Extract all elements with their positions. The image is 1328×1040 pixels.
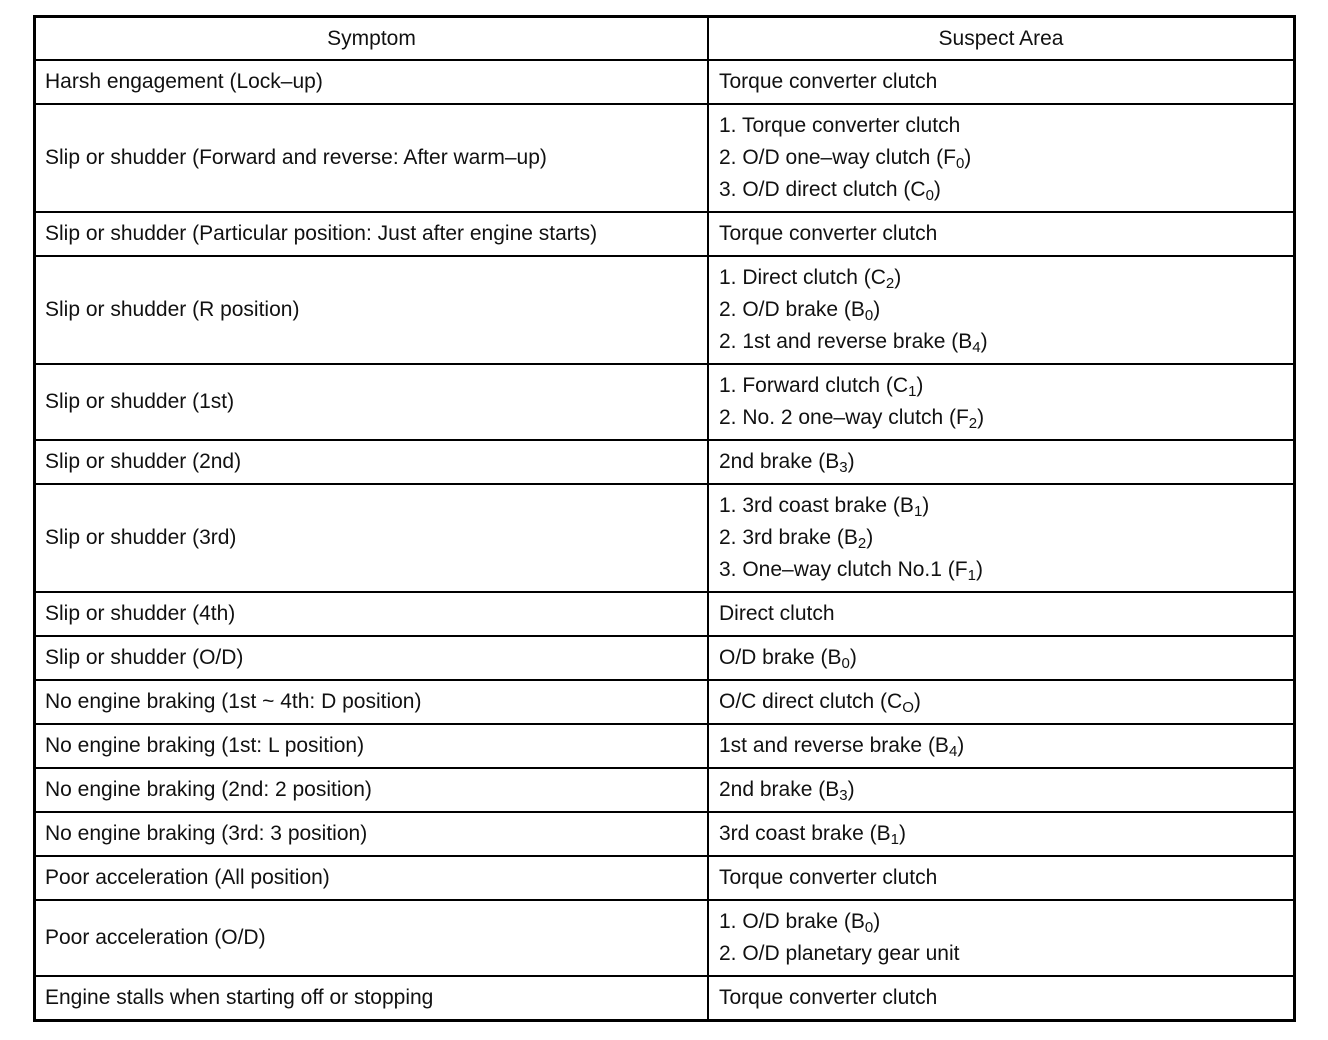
table-row (35, 60, 1295, 104)
suspect-area-text: 1. 3rd coast brake (B (719, 494, 914, 517)
component-subscript: 1 (913, 503, 923, 520)
symptom-cell: Engine stalls when starting off or stopping (35, 976, 709, 1021)
suspect-area-text: 3. One–way clutch No.1 (F (719, 558, 968, 581)
suspect-area-text: 2. No. 2 one–way clutch (F (719, 406, 969, 429)
symptom-cell: Slip or shudder (2nd) (35, 440, 709, 484)
table-row (35, 768, 1295, 812)
suspect-area-line (719, 294, 1293, 326)
symptom-header: Symptom (35, 17, 709, 61)
suspect-area-text: 2. O/D planetary gear unit (719, 942, 960, 965)
suspect-area-line (719, 774, 1293, 806)
symptom-cell: Slip or shudder (1st) (35, 364, 709, 440)
symptom-cell: Harsh engagement (Lock–up) (35, 60, 709, 104)
suspect-area-cell (708, 976, 1295, 1021)
suspect-area-cell (708, 104, 1295, 212)
component-subscript: 1 (890, 831, 899, 848)
suspect-area-text: Torque converter clutch (719, 222, 938, 245)
component-subscript: 0 (955, 155, 965, 172)
suspect-area-text: 3rd coast brake (B (719, 822, 891, 845)
suspect-area-line (719, 982, 1293, 1014)
symptom-table (33, 15, 1296, 1022)
suspect-area-text: 2nd brake (B (719, 778, 840, 801)
component-subscript: 0 (841, 655, 850, 672)
suspect-area-text: Torque converter clutch (719, 70, 938, 93)
component-subscript: 2 (857, 535, 867, 552)
suspect-area-cell (708, 636, 1295, 680)
component-subscript: 3 (839, 459, 848, 476)
suspect-area-text: 1. O/D brake (B (719, 910, 865, 933)
closing-paren: ) (964, 146, 972, 169)
closing-paren: ) (847, 778, 855, 801)
suspect-area-line (719, 142, 1293, 174)
suspect-area-cell (708, 900, 1295, 976)
suspect-area-text: Direct clutch (719, 602, 835, 625)
closing-paren: ) (849, 646, 857, 669)
symptom-cell: No engine braking (1st: L position) (35, 724, 709, 768)
symptom-cell: Poor acceleration (All position) (35, 856, 709, 900)
component-subscript: 2 (885, 275, 895, 292)
suspect-area-text: 1st and reverse brake (B (719, 734, 949, 757)
suspect-area-cell (708, 484, 1295, 592)
table-header-row (35, 17, 1295, 61)
suspect-area-cell (708, 680, 1295, 724)
table-row (35, 976, 1295, 1021)
suspect-area-line (719, 262, 1293, 294)
suspect-area-line (719, 906, 1293, 938)
table-row (35, 484, 1295, 592)
suspect-area-text: O/C direct clutch (C (719, 690, 903, 713)
suspect-area-text: Torque converter clutch (719, 866, 938, 889)
suspect-area-text: 2. O/D brake (B (719, 298, 865, 321)
symptom-cell: Slip or shudder (3rd) (35, 484, 709, 592)
suspect-area-line (719, 642, 1293, 674)
suspect-area-header: Suspect Area (708, 17, 1295, 61)
component-subscript: 1 (967, 567, 976, 584)
symptom-cell: No engine braking (1st ~ 4th: D position) (35, 680, 709, 724)
table-row (35, 680, 1295, 724)
symptom-cell: Slip or shudder (R position) (35, 256, 709, 364)
suspect-area-line (719, 370, 1293, 402)
closing-paren: ) (873, 298, 881, 321)
table-row (35, 900, 1295, 976)
symptom-cell: No engine braking (3rd: 3 position) (35, 812, 709, 856)
suspect-area-text: O/D brake (B (719, 646, 842, 669)
suspect-area-text: 3. O/D direct clutch (C (719, 178, 926, 201)
suspect-area-text: 2. 3rd brake (B (719, 526, 858, 549)
suspect-area-text: 2. 1st and reverse brake (B (719, 330, 973, 353)
closing-paren: ) (866, 526, 874, 549)
suspect-area-cell (708, 60, 1295, 104)
symptom-cell: Slip or shudder (4th) (35, 592, 709, 636)
suspect-area-line (719, 174, 1293, 206)
closing-paren: ) (873, 910, 881, 933)
suspect-area-cell (708, 440, 1295, 484)
suspect-area-cell (708, 724, 1295, 768)
suspect-area-line (719, 326, 1293, 358)
suspect-area-line (719, 446, 1293, 478)
suspect-area-cell (708, 212, 1295, 256)
closing-paren: ) (957, 734, 965, 757)
symptom-cell: Slip or shudder (Particular position: Just after engine starts) (35, 212, 709, 256)
table-row (35, 440, 1295, 484)
suspect-area-line (719, 402, 1293, 434)
suspect-area-line (719, 862, 1293, 894)
table-row (35, 592, 1295, 636)
component-subscript: 0 (864, 919, 874, 936)
table-row (35, 364, 1295, 440)
table-row (35, 104, 1295, 212)
symptom-cell: Slip or shudder (Forward and reverse: After warm–up) (35, 104, 709, 212)
suspect-area-cell (708, 812, 1295, 856)
table-row (35, 212, 1295, 256)
component-subscript: O (902, 699, 914, 716)
suspect-area-text: 1. Forward clutch (C (719, 374, 909, 397)
closing-paren: ) (922, 494, 930, 517)
suspect-area-line (719, 818, 1293, 850)
table-row (35, 856, 1295, 900)
closing-paren: ) (898, 822, 906, 845)
component-subscript: 2 (968, 415, 978, 432)
closing-paren: ) (916, 374, 924, 397)
suspect-area-text: Torque converter clutch (719, 986, 938, 1009)
closing-paren: ) (975, 558, 983, 581)
suspect-area-cell (708, 364, 1295, 440)
symptom-cell: Poor acceleration (O/D) (35, 900, 709, 976)
suspect-area-line (719, 730, 1293, 762)
component-subscript: 0 (864, 307, 874, 324)
suspect-area-text: 2. O/D one–way clutch (F (719, 146, 956, 169)
component-subscript: 0 (925, 187, 934, 204)
closing-paren: ) (847, 450, 855, 473)
closing-paren: ) (933, 178, 941, 201)
component-subscript: 1 (908, 383, 917, 400)
suspect-area-cell (708, 256, 1295, 364)
symptom-cell: No engine braking (2nd: 2 position) (35, 768, 709, 812)
table-row (35, 812, 1295, 856)
table-row (35, 256, 1295, 364)
table-row (35, 724, 1295, 768)
suspect-area-cell (708, 768, 1295, 812)
suspect-area-line (719, 522, 1293, 554)
suspect-area-line (719, 686, 1293, 718)
closing-paren: ) (977, 406, 985, 429)
suspect-area-line (719, 66, 1293, 98)
component-subscript: 4 (972, 339, 981, 356)
suspect-area-line (719, 598, 1293, 630)
suspect-area-line (719, 218, 1293, 250)
suspect-area-line (719, 490, 1293, 522)
suspect-area-cell (708, 592, 1295, 636)
suspect-area-text: 1. Direct clutch (C (719, 266, 886, 289)
component-subscript: 3 (839, 787, 848, 804)
closing-paren: ) (913, 690, 921, 713)
symptom-cell: Slip or shudder (O/D) (35, 636, 709, 680)
suspect-area-line (719, 110, 1293, 142)
closing-paren: ) (894, 266, 902, 289)
suspect-area-line (719, 938, 1293, 970)
table-row (35, 636, 1295, 680)
component-subscript: 4 (948, 743, 958, 760)
suspect-area-text: 2nd brake (B (719, 450, 840, 473)
suspect-area-cell (708, 856, 1295, 900)
suspect-area-text: 1. Torque converter clutch (719, 114, 961, 137)
suspect-area-line (719, 554, 1293, 586)
closing-paren: ) (980, 330, 988, 353)
